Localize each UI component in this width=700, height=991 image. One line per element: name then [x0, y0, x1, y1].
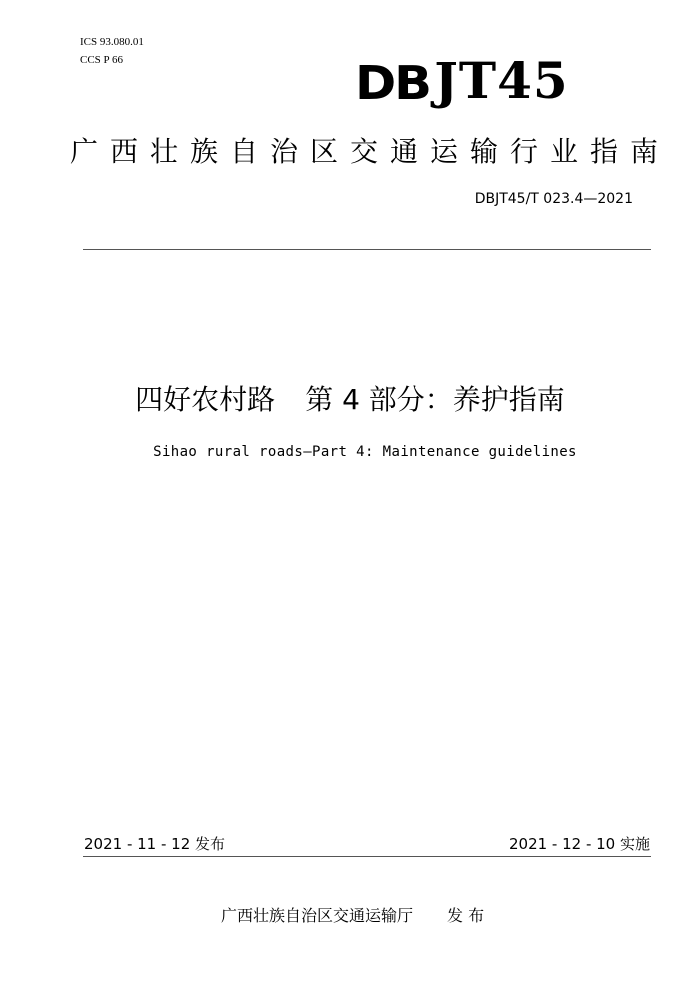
ics-code: ICS 93.080.01 [80, 36, 144, 48]
document-title-english: Sihao rural roads—Part 4: Maintenance guidelines [153, 444, 577, 460]
organization-title: 广西壮族自治区交通运输行业指南 [70, 135, 671, 168]
title-part-2: 第 4 部分：养护指南 [305, 383, 565, 416]
logo-suffix: JT45 [434, 51, 569, 110]
implementation-date: 2021 - 12 - 10 实施 [508, 835, 650, 853]
dbjt45-logo [355, 51, 569, 110]
top-divider [83, 249, 651, 250]
bottom-divider [83, 856, 651, 857]
publisher-line [221, 905, 484, 927]
issue-date: 2021 - 11 - 12 发布 [84, 835, 226, 853]
ccs-code: CCS P 66 [80, 54, 124, 66]
publisher-action: 发 布 [447, 906, 485, 925]
standard-code: DBJT45/T 023.4—2021 [474, 191, 633, 207]
title-part-1: 四好农村路 [135, 383, 276, 416]
logo-prefix: DB [355, 56, 430, 110]
document-title-chinese [0, 380, 700, 420]
publisher-name: 广西壮族自治区交通运输厅 [221, 906, 414, 925]
